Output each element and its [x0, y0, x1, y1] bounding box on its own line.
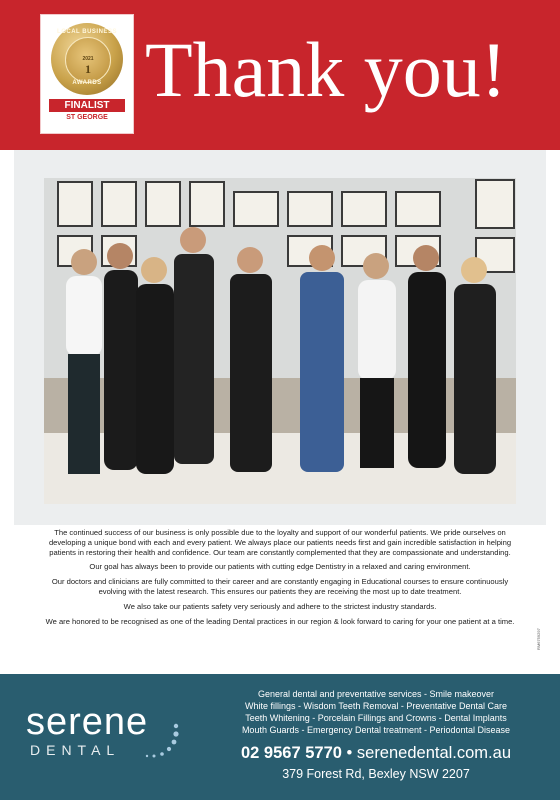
separator: • — [346, 744, 353, 762]
address: 379 Forest Rd, Bexley NSW 2207 — [282, 767, 470, 781]
team-photo — [44, 178, 516, 504]
paragraph: We are honored to be recognised as one of the leading Dental practices in our region & look forward to caring for your one patient at a time. — [45, 616, 515, 626]
side-code: RM6759297 — [536, 628, 541, 650]
finalist-label: FINALIST — [49, 99, 125, 112]
paragraph: The continued success of our business is only possible due to the loyalty and support of our wonderful patients. We pride ourselves on developing a unique bond with each and every patient. We always place our patients needs first and gain incredible satisfaction in helping patients in restoring their health and confidence. Our team are constantly complemented that they are compassionate and understanding. — [48, 528, 512, 557]
award-badge — [40, 14, 134, 134]
logo-dental: DENTAL — [30, 742, 121, 758]
contact-line — [214, 744, 538, 763]
logo-serene: serene — [26, 701, 149, 743]
medal-year: 2021 — [82, 56, 94, 62]
page-title: Thank you! — [145, 26, 507, 113]
paragraph: Our goal has always been to provide our patients with cutting edge Dentistry in a relaxed and caring environment. — [89, 562, 471, 572]
paragraph: Our doctors and clinicians are fully committed to their career and are constantly engaging in Educational courses to ensure continuously evolving with the latest research. This ensures our patients they are receiving the most up to date treatment. — [51, 577, 509, 596]
website-link[interactable]: serenedental.com.au — [356, 744, 511, 762]
services-list — [214, 688, 538, 736]
service-line: White fillings - Wisdom Teeth Removal - Preventative Dental Care — [245, 701, 507, 711]
service-line: General dental and preventative services - Smile makeover — [257, 689, 495, 699]
medal-number: 1 — [85, 62, 91, 76]
paragraph: We also take our patients safety very seriously and adhere to the strictest industry standards. — [123, 601, 437, 611]
service-line: Mouth Guards - Emergency Dental treatment - Periodontal Disease — [241, 725, 511, 735]
service-line: Teeth Whitening - Porcelain Fillings and Crowns - Dental Implants — [245, 713, 507, 723]
body-text — [44, 528, 516, 631]
phone-number[interactable]: 02 9567 5770 — [240, 744, 342, 762]
logo-dots-icon — [140, 722, 180, 762]
region-label: ST GEORGE — [66, 114, 108, 121]
award-medal-icon — [51, 23, 123, 95]
medal-bottom-text: AWARDS — [72, 80, 102, 86]
medal-top-text: LOCAL BUSINESS — [57, 29, 117, 35]
